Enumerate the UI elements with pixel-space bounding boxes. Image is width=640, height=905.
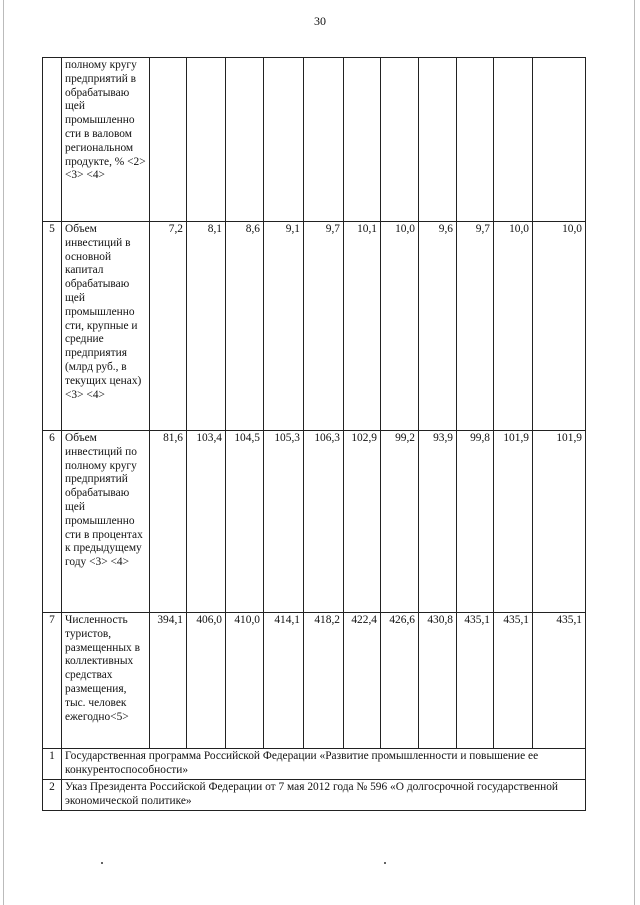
value-cell: 394,1 <box>150 613 187 749</box>
value-cell <box>187 58 226 222</box>
footnote-row <box>43 749 586 780</box>
value-cell: 101,9 <box>533 431 586 613</box>
value-cell <box>533 58 586 222</box>
value-cell: 101,9 <box>494 431 533 613</box>
value-cell: 8,1 <box>187 222 226 431</box>
value-cell: 106,3 <box>304 431 344 613</box>
row-index <box>43 58 62 222</box>
value-cell <box>304 58 344 222</box>
scan-right-margin-line <box>634 0 635 905</box>
value-cell: 9,7 <box>304 222 344 431</box>
value-cell: 418,2 <box>304 613 344 749</box>
row-index: 7 <box>43 613 62 749</box>
value-cell: 435,1 <box>457 613 494 749</box>
footnote-text: Государственная программа Российской Федерации «Развитие промышленности и повышение ее конкурентоспособности» <box>62 749 586 780</box>
value-cell <box>226 58 264 222</box>
indicator-name: Объем инвестиций по полному кругу предприятий обрабатываю щей промышленно сти в процентах к предыдущему году <3> <4> <box>62 431 150 613</box>
value-cell: 93,9 <box>419 431 457 613</box>
value-cell: 81,6 <box>150 431 187 613</box>
value-cell <box>344 58 381 222</box>
value-cell: 10,0 <box>381 222 419 431</box>
footnote-index: 1 <box>43 749 62 780</box>
footnote-text: Указ Президента Российской Федерации от 7 мая 2012 года № 596 «О долгосрочной государственной экономической политике» <box>62 780 586 811</box>
page-number: 30 <box>314 14 326 28</box>
value-cell: 8,6 <box>226 222 264 431</box>
value-cell: 10,1 <box>344 222 381 431</box>
value-cell: 426,6 <box>381 613 419 749</box>
value-cell: 103,4 <box>187 431 226 613</box>
value-cell: 422,4 <box>344 613 381 749</box>
value-cell: 99,2 <box>381 431 419 613</box>
value-cell: 10,0 <box>494 222 533 431</box>
indicator-name: полному кругу предприятий в обрабатываю щей промышленно сти в валовом региональном продукте, % <2> <3> <4> <box>62 58 150 222</box>
row-index: 5 <box>43 222 62 431</box>
value-cell: 7,2 <box>150 222 187 431</box>
value-cell <box>381 58 419 222</box>
value-cell: 10,0 <box>533 222 586 431</box>
value-cell <box>494 58 533 222</box>
table-row <box>43 222 586 431</box>
value-cell: 410,0 <box>226 613 264 749</box>
value-cell: 9,1 <box>264 222 304 431</box>
value-cell: 9,6 <box>419 222 457 431</box>
table-row <box>43 58 586 222</box>
scan-speck <box>384 862 386 864</box>
value-cell: 102,9 <box>344 431 381 613</box>
table-row <box>43 613 586 749</box>
footnote-index: 2 <box>43 780 62 811</box>
value-cell <box>264 58 304 222</box>
value-cell <box>457 58 494 222</box>
indicator-name: Объем инвестиций в основной капитал обрабатываю щей промышленно сти, крупные и средние предприятия (млрд руб., в текущих ценах) <3> <4> <box>62 222 150 431</box>
value-cell: 435,1 <box>494 613 533 749</box>
value-cell: 104,5 <box>226 431 264 613</box>
value-cell: 414,1 <box>264 613 304 749</box>
value-cell <box>150 58 187 222</box>
value-cell: 99,8 <box>457 431 494 613</box>
scan-speck <box>101 862 103 864</box>
value-cell: 435,1 <box>533 613 586 749</box>
table-row <box>43 431 586 613</box>
value-cell <box>419 58 457 222</box>
indicator-name: Численность туристов, размещенных в коллективных средствах размещения, тыс. человек ежегодно<5> <box>62 613 150 749</box>
row-index: 6 <box>43 431 62 613</box>
footnote-row <box>43 780 586 811</box>
value-cell: 105,3 <box>264 431 304 613</box>
value-cell: 430,8 <box>419 613 457 749</box>
value-cell: 406,0 <box>187 613 226 749</box>
scan-left-margin-line <box>3 0 4 905</box>
indicators-table <box>42 57 586 811</box>
value-cell: 9,7 <box>457 222 494 431</box>
